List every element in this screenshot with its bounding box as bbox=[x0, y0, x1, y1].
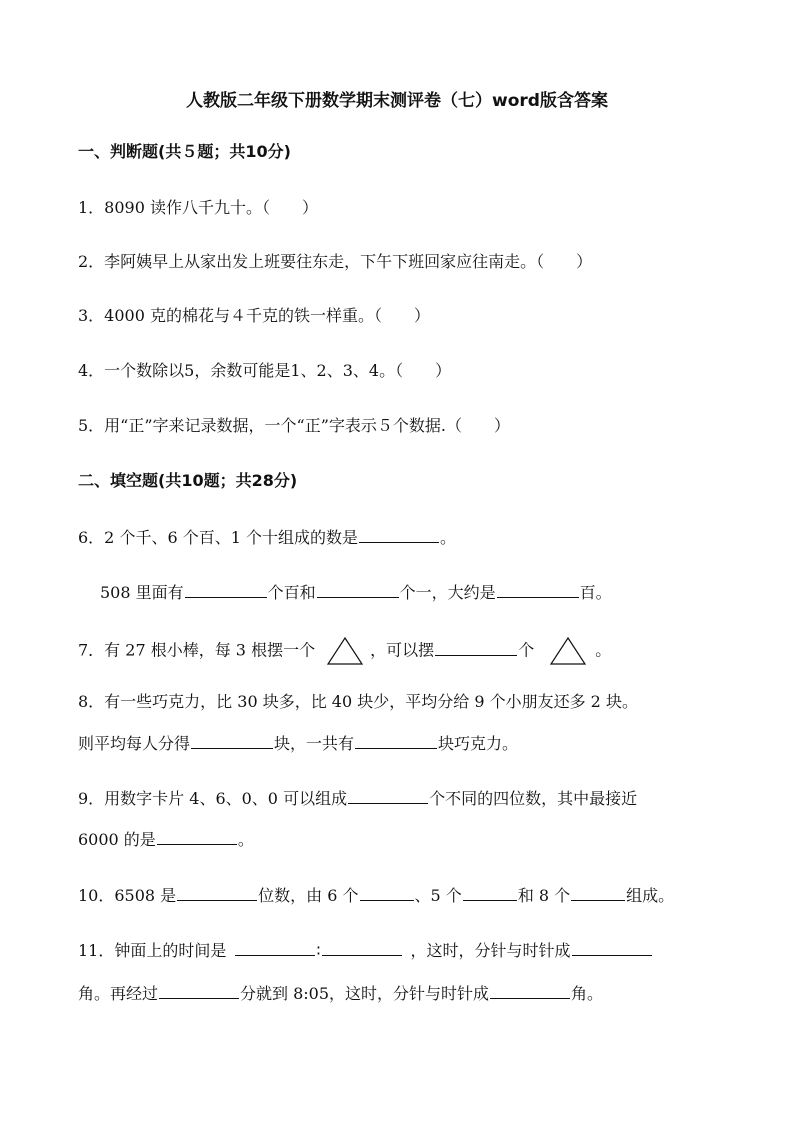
question-9-text-b: 个不同的四位数，其中最接近 bbox=[429, 789, 638, 808]
answer-blank[interactable] bbox=[497, 581, 579, 598]
question-10-text-d: 和 8 个 bbox=[517, 886, 571, 905]
question-10-text-a: 10．6508 是 bbox=[78, 886, 177, 905]
question-11-line-2 bbox=[78, 982, 603, 1005]
question-6-end: 。 bbox=[439, 528, 456, 547]
question-11-text-a: 11．钟面上的时间是 bbox=[78, 941, 227, 960]
question-6b-text-d: 百。 bbox=[579, 583, 612, 602]
question-6b-text-b: 个百和 bbox=[267, 583, 316, 602]
question-6b-text-c: 个一，大约是 bbox=[399, 583, 496, 602]
question-6 bbox=[78, 526, 456, 549]
answer-blank[interactable] bbox=[159, 982, 239, 999]
question-6-text: 6．2 个千、6 个百、1 个十组成的数是 bbox=[78, 528, 358, 547]
question-7 bbox=[78, 636, 611, 666]
triangle-icon bbox=[549, 636, 587, 666]
question-8-line-2 bbox=[78, 732, 518, 755]
answer-blank[interactable] bbox=[177, 884, 257, 901]
question-9-text-a: 9．用数字卡片 4、6、0、0 可以组成 bbox=[78, 789, 348, 808]
question-9-line-2 bbox=[78, 828, 254, 851]
question-8-text-b: 块，一共有 bbox=[274, 734, 355, 753]
answer-blank[interactable] bbox=[157, 828, 237, 845]
question-10-text-c: 、5 个 bbox=[414, 886, 462, 905]
answer-blank[interactable] bbox=[463, 884, 517, 901]
question-6b bbox=[100, 581, 612, 604]
answer-blank[interactable] bbox=[572, 939, 652, 956]
question-10 bbox=[78, 884, 674, 907]
answer-blank[interactable] bbox=[355, 732, 437, 749]
question-9-text-c: 6000 的是 bbox=[78, 830, 156, 849]
colon: ∶ bbox=[316, 941, 321, 960]
answer-blank[interactable] bbox=[317, 581, 399, 598]
answer-blank[interactable] bbox=[360, 884, 414, 901]
question-9-end: 。 bbox=[237, 830, 254, 849]
answer-blank[interactable] bbox=[359, 526, 439, 543]
section-heading-fill-blank: 二、填空题(共10题；共28分) bbox=[78, 471, 298, 490]
question-5: 5．用“正”字来记录数据，一个“正”字表示５个数据.（ ） bbox=[78, 416, 510, 435]
question-7-text-c: 个 bbox=[518, 640, 535, 660]
question-11-text-b: ，这时，分针与时针成 bbox=[410, 941, 571, 960]
answer-blank[interactable] bbox=[490, 982, 570, 999]
question-8-text-a: 则平均每人分得 bbox=[78, 734, 191, 753]
answer-blank[interactable] bbox=[235, 939, 315, 956]
answer-blank[interactable] bbox=[185, 581, 267, 598]
question-7-text-a: 7．有 27 根小棒，每 3 根摆一个 bbox=[78, 640, 316, 660]
question-10-text-b: 位数，由 6 个 bbox=[258, 886, 359, 905]
answer-blank[interactable] bbox=[348, 787, 428, 804]
question-11-end: 角。 bbox=[571, 984, 604, 1003]
question-3: 3．4000 克的棉花与４千克的铁一样重。（ ） bbox=[78, 306, 430, 325]
question-8-text-c: 块巧克力。 bbox=[438, 734, 519, 753]
question-7-end: 。 bbox=[595, 640, 612, 660]
question-2: 2．李阿姨早上从家出发上班要往东走，下午下班回家应往南走。（ ） bbox=[78, 252, 593, 271]
answer-blank[interactable] bbox=[435, 639, 517, 656]
section-heading-judgment: 一、判断题(共５题；共10分) bbox=[78, 142, 291, 161]
question-4: 4．一个数除以5，余数可能是1、2、3、4。（ ） bbox=[78, 361, 452, 380]
question-11-text-d: 分就到 8:05，这时，分针与时针成 bbox=[240, 984, 490, 1003]
question-11-line-1 bbox=[78, 939, 653, 962]
question-1: 1．8090 读作八千九十。（ ） bbox=[78, 198, 318, 217]
question-9-line-1 bbox=[78, 787, 637, 810]
question-8-line-1: 8．有一些巧克力，比 30 块多，比 40 块少，平均分给 9 个小朋友还多 2 块。 bbox=[78, 692, 638, 711]
answer-blank[interactable] bbox=[191, 732, 273, 749]
triangle-icon bbox=[326, 636, 364, 666]
page-title: 人教版二年级下册数学期末测评卷（七）word版含答案 bbox=[186, 91, 608, 111]
question-7-text-b: ，可以摆 bbox=[370, 640, 435, 660]
answer-blank[interactable] bbox=[322, 939, 402, 956]
answer-blank[interactable] bbox=[571, 884, 625, 901]
question-10-text-e: 组成。 bbox=[626, 886, 675, 905]
question-6b-text-a: 508 里面有 bbox=[100, 583, 184, 602]
question-11-text-c: 角。再经过 bbox=[78, 984, 159, 1003]
